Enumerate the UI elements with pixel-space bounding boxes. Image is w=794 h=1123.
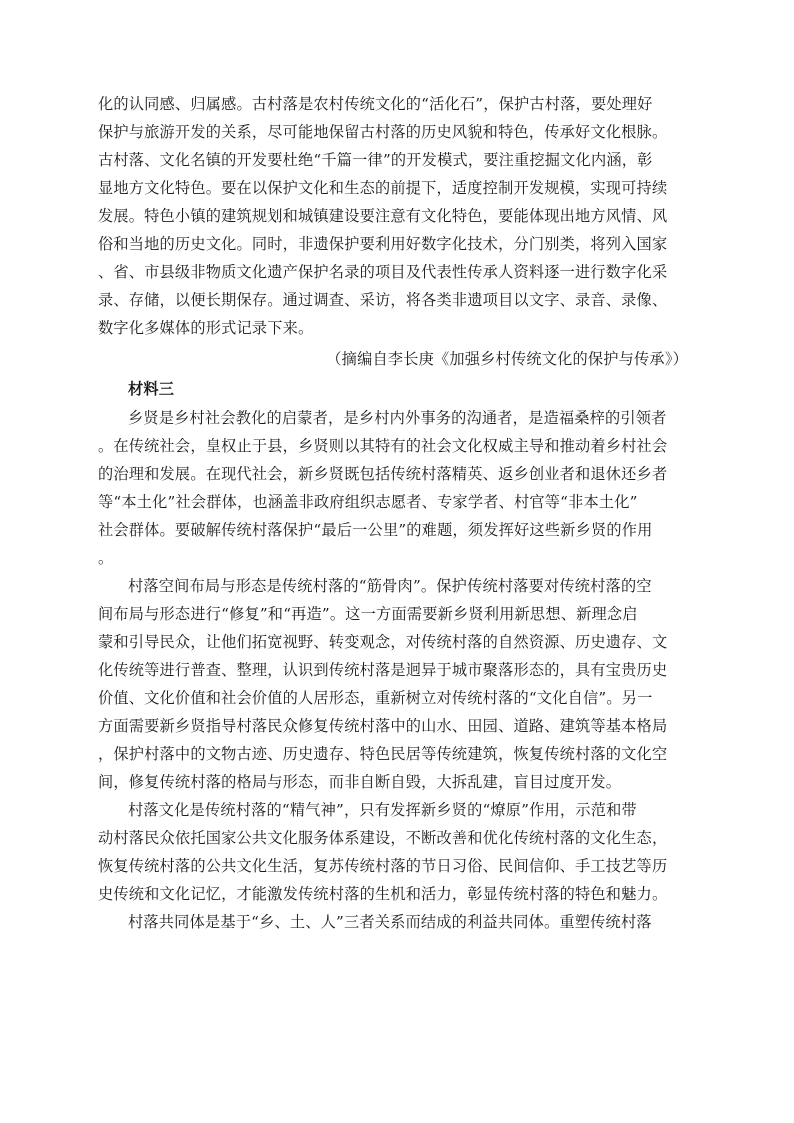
text-line: 蒙和引导民众，让他们拓宽视野、转变观念，对传统村落的自然资源、历史遗存、文 xyxy=(98,633,668,651)
text-line: 数字化多媒体的形式记录下来。 xyxy=(98,319,314,337)
text-line: 村落文化是传统村落的“精气神”，只有发挥新乡贤的“燎原”作用，示范和带 xyxy=(128,801,637,819)
text-line: 乡贤是乡村社会教化的启蒙者，是乡村内外事务的沟通者，是造福桑梓的引领者 xyxy=(128,409,667,427)
text-line: ，保护村落中的文物古迹、历史遗存、特色民居等传统建筑，恢复传统村落的文化空 xyxy=(98,745,668,763)
text-line: 录、存储，以便长期保存。通过调查、采访，将各类非遗项目以文字、录音、录像、 xyxy=(98,291,668,309)
text-line: 化的认同感、归属感。古村落是农村传统文化的“活化石”，保护古村落，要处理好 xyxy=(98,95,653,113)
text-line: 社会群体。要破解传统村落保护“最后一公里”的难题，须发挥好这些新乡贤的作用 xyxy=(98,521,653,539)
text-line: 史传统和文化记忆，才能激发传统村落的生机和活力，彰显传统村落的特色和魅力。 xyxy=(98,885,668,903)
text-line: 动村落民众依托国家公共文化服务体系建设，不断改善和优化传统村落的文化生态， xyxy=(98,829,668,847)
text-line: 。 xyxy=(98,549,114,567)
text-line: 发展。特色小镇的建筑规划和城镇建设要注意有文化特色，要能体现出地方风情、风 xyxy=(98,207,668,225)
text-line: 古村落、文化名镇的开发要杜绝“千篇一律”的开发模式，要注重挖掘文化内涵，彰 xyxy=(98,151,653,169)
section-heading: 材料三 xyxy=(128,380,175,398)
text-line: 方面需要新乡贤指导村落民众修复传统村落中的山水、田园、道路、建筑等基本格局 xyxy=(98,717,668,735)
text-line: 显地方文化特色。要在以保护文化和生态的前提下，适度控制开发规模，实现可持续 xyxy=(98,179,668,197)
text-line: 间布局与形态进行“修复”和“再造”。这一方面需要新乡贤利用新思想、新理念启 xyxy=(98,605,638,623)
text-line: 化传统等进行普查、整理，认识到传统村落是迥异于城市聚落形态的，具有宝贵历史 xyxy=(98,661,668,679)
text-line: 恢复传统村落的公共文化生活，复苏传统村落的节日习俗、民间信仰、手工技艺等历 xyxy=(98,857,668,875)
text-line: 的治理和发展。在现代社会，新乡贤既包括传统村落精英、返乡创业者和退休还乡者 xyxy=(98,465,668,483)
text-line: 村落空间布局与形态是传统村落的“筋骨肉”。保护传统村落要对传统村落的空 xyxy=(128,577,652,595)
text-line: 间，修复传统村落的格局与形态，而非自断自毁，大拆乱建，盲目过度开发。 xyxy=(98,773,622,791)
citation: （摘编自李长庚《加强乡村传统文化的保护与传承》） xyxy=(326,350,688,368)
text-line: 村落共同体是基于“乡、土、人”三者关系而结成的利益共同体。重塑传统村落 xyxy=(128,913,652,931)
text-line: 保护与旅游开发的关系，尽可能地保留古村落的历史风貌和特色，传承好文化根脉。 xyxy=(98,123,668,141)
text-line: 价值、文化价值和社会价值的人居形态，重新树立对传统村落的“文化自信”。另一 xyxy=(98,689,653,707)
text-line: 、省、市县级非物质文化遗产保护名录的项目及代表性传承人资料逐一进行数字化采 xyxy=(98,263,668,281)
text-line: 俗和当地的历史文化。同时，非遗保护要利用好数字化技术，分门别类，将列入国家 xyxy=(98,235,668,253)
text-line: 等“本土化”社会群体，也涵盖非政府组织志愿者、专家学者、村官等“非本土化” xyxy=(98,493,638,511)
text-line: 。在传统社会，皇权止于县，乡贤则以其特有的社会文化权威主导和推动着乡村社会 xyxy=(98,437,668,455)
